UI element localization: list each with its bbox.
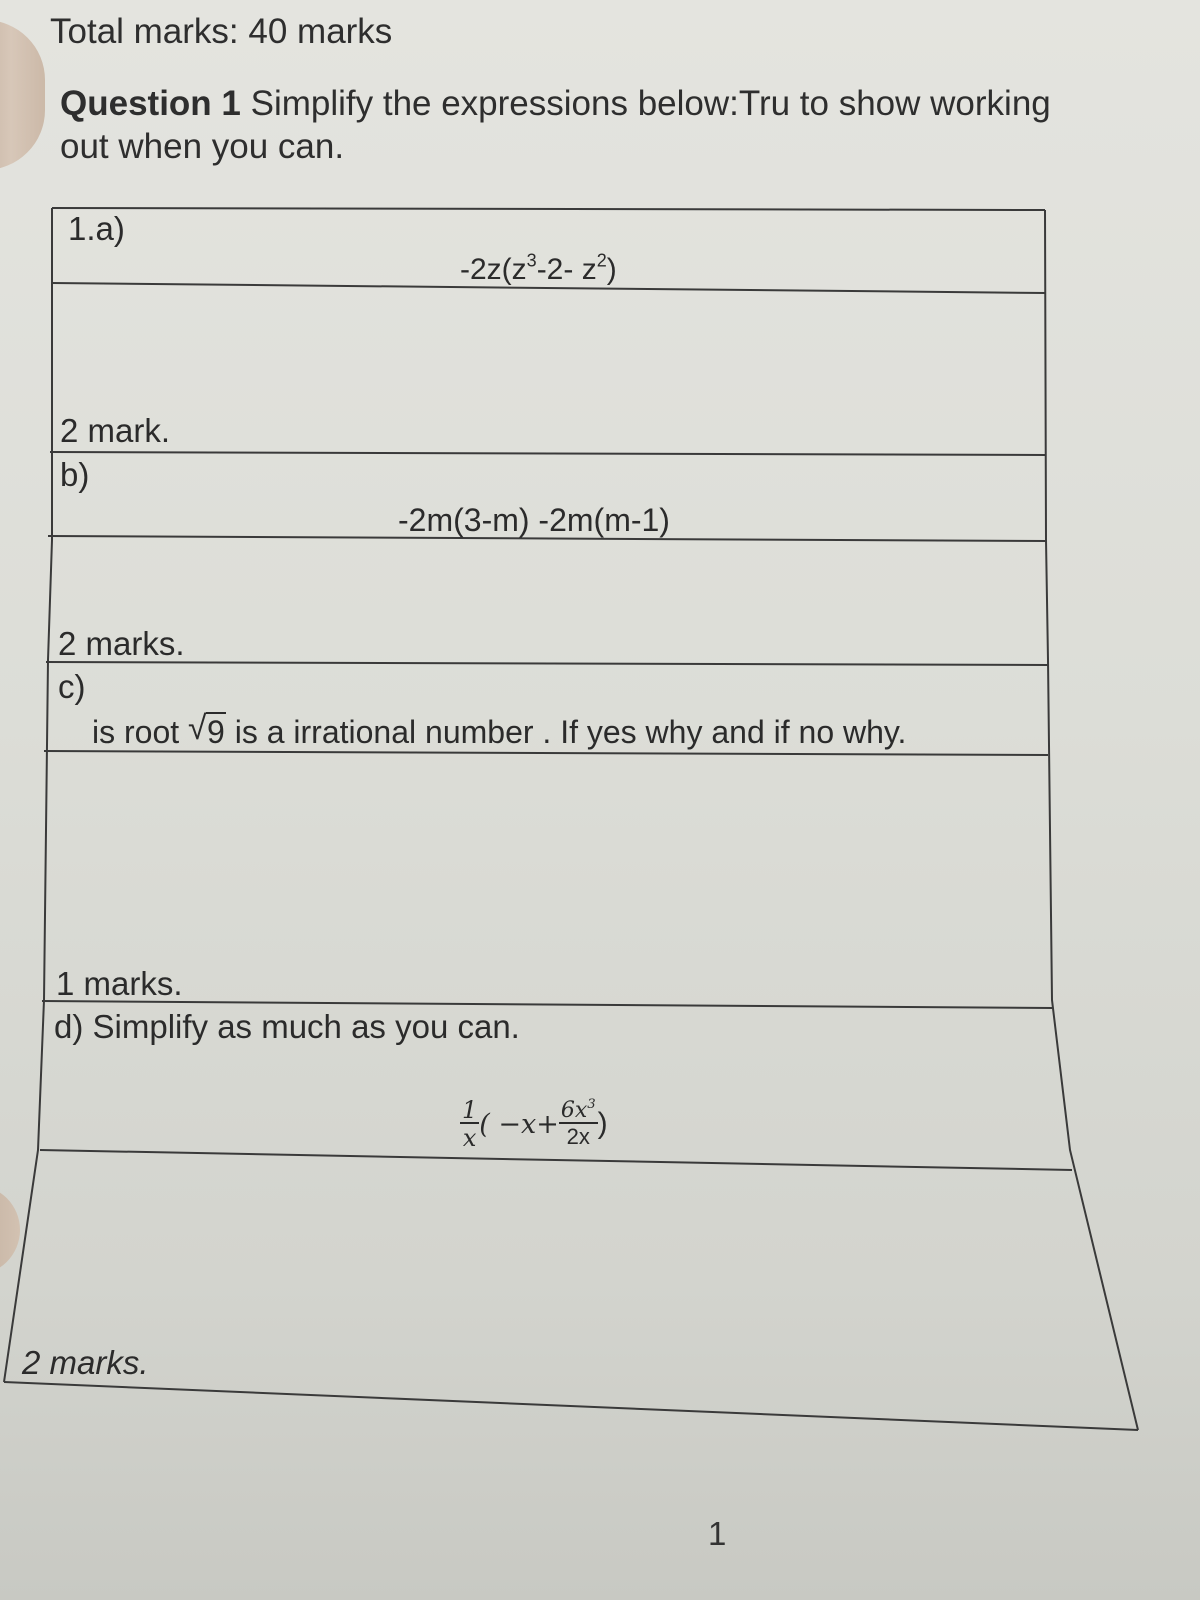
part-c-text-before: is root: [92, 714, 189, 750]
frac1-denominator: x: [462, 1124, 477, 1152]
part-a-expr-prefix: -2z(z: [460, 253, 527, 286]
part-a-expr-mid: -2- z: [536, 253, 597, 286]
square-root: [188, 714, 226, 751]
fraction-6x3-over-2x: [559, 1096, 598, 1149]
frac1-numerator: 1: [462, 1096, 478, 1124]
frac2-num-exp: 3: [587, 1096, 596, 1112]
part-a-expr-suffix: ): [606, 253, 617, 286]
part-a-marks: 2 mark.: [60, 412, 171, 449]
total-marks: Total marks: 40 marks: [50, 12, 393, 51]
part-d-expression: [460, 1098, 608, 1150]
part-d-close: ): [597, 1107, 608, 1140]
part-b-label: b): [60, 456, 90, 493]
part-c-text-after: is a irrational number . If yes why and if no why.: [225, 714, 907, 750]
question-instruction: Simplify the expressions below:Tru to show working out when you can.: [60, 84, 1051, 166]
part-d-label: d) Simplify as much as you can.: [54, 1008, 520, 1045]
question-label: Question 1: [60, 84, 241, 123]
part-b-expression: -2m(3-m) -2m(m-1): [398, 502, 670, 538]
frac2-denominator: 2x: [566, 1124, 590, 1149]
part-d-middle: ( −x+: [479, 1108, 559, 1140]
part-a-label: 1.a): [68, 210, 125, 247]
part-b-marks: 2 marks.: [58, 625, 185, 662]
part-a-exp2: 2: [596, 250, 607, 271]
page-number: 1: [708, 1515, 727, 1552]
part-c-marks: 1 marks.: [56, 965, 183, 1002]
part-c-radicand: 9: [207, 714, 225, 750]
part-c-label: c): [58, 668, 86, 705]
part-d-marks: 2 marks.: [22, 1344, 149, 1381]
part-a-exp1: 3: [526, 250, 537, 271]
part-c-question: [92, 714, 906, 751]
frac2-num-base: 6x: [560, 1098, 588, 1123]
fraction-one-over-x: [460, 1098, 479, 1150]
frac2-numerator: [559, 1096, 598, 1124]
part-a-expression: [460, 250, 617, 287]
